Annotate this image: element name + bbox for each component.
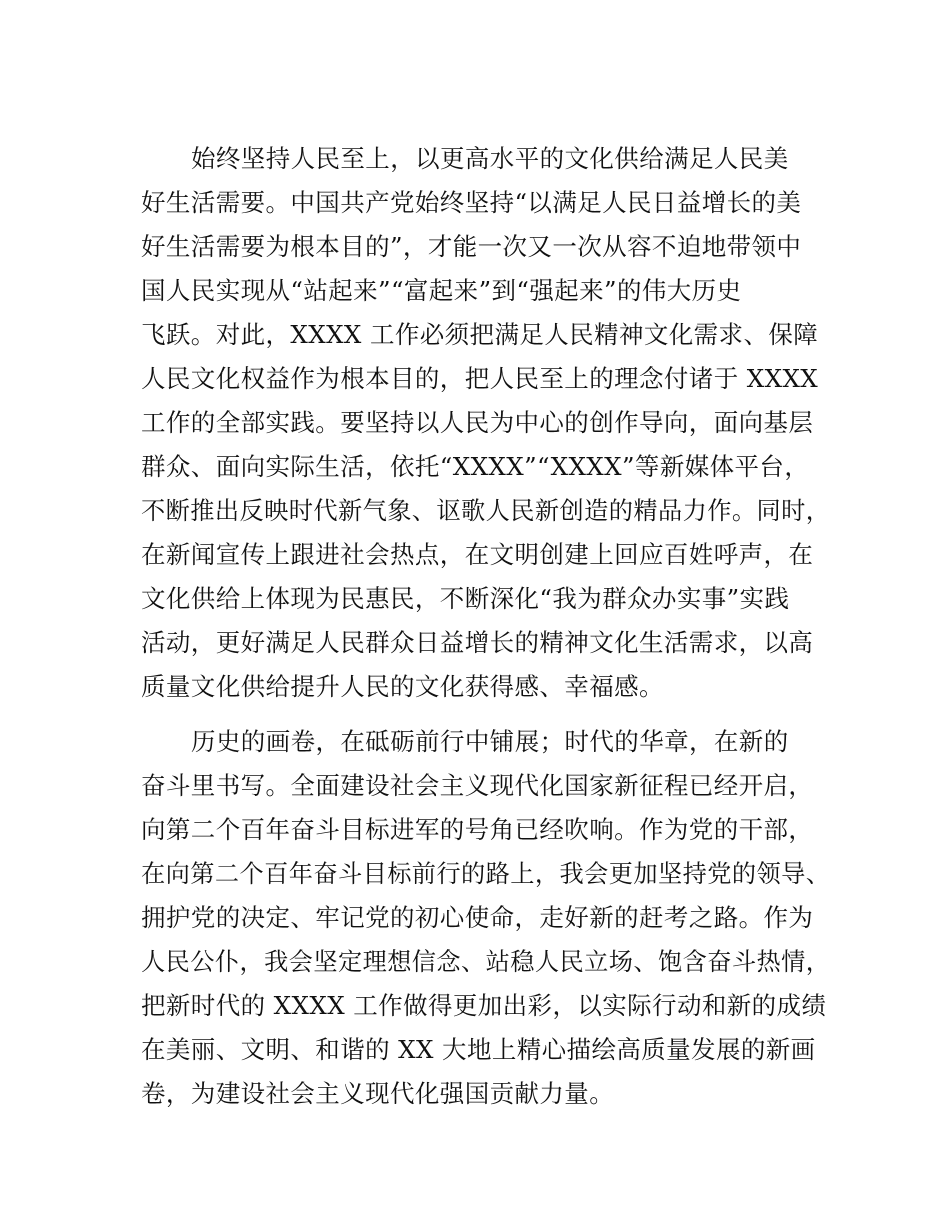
- text-line: 人民文化权益作为根本目的，把人民至上的理念付诸于 XXXX: [141, 364, 819, 393]
- text-line: 人民公仆，我会坚定理想信念、站稳人民立场、饱含奋斗热情，: [141, 948, 831, 976]
- text-line: 始终坚持人民至上，以更高水平的文化供给满足人民美: [191, 144, 789, 173]
- text-line: 好生活需要为根本目的”，才能一次又一次从容不迫地带领中: [141, 232, 802, 261]
- text-line: 向第二个百年奋斗目标进军的号角已经吹响。作为党的干部，: [141, 815, 814, 844]
- text-line: 拥护党的决定、牢记党的初心使命，走好新的赶考之路。作为: [141, 903, 814, 932]
- text-line: 卷，为建设社会主义现代化强国贡献力量。: [141, 1079, 615, 1108]
- text-line: 国人民实现从“站起来”“富起来”到“强起来”的伟大历史: [141, 276, 742, 305]
- text-line: 把新时代的 XXXX 工作做得更加出彩，以实际行动和新的成绩: [141, 991, 827, 1020]
- text-line: 好生活需要。中国共产党始终坚持“以满足人民日益增长的美: [141, 188, 802, 217]
- text-line: 飞跃。对此，XXXX 工作必须把满足人民精神文化需求、保障: [141, 320, 819, 349]
- text-line: 工作的全部实践。要坚持以人民为中心的创作导向，面向基层: [141, 408, 814, 437]
- text-line: 在美丽、文明、和谐的 XX 大地上精心描绘高质量发展的新画: [141, 1035, 816, 1064]
- text-line: 奋斗里书写。全面建设社会主义现代化国家新征程已经开启，: [141, 771, 814, 800]
- text-line: 在新闻宣传上跟进社会热点，在文明创建上回应百姓呼声，在: [141, 540, 814, 569]
- text-line: 历史的画卷，在砥砺前行中铺展；时代的华章，在新的: [191, 727, 789, 756]
- text-line: 活动，更好满足人民群众日益增长的精神文化生活需求，以高: [141, 628, 814, 657]
- text-line: 文化供给上体现为民惠民，不断深化“我为群众办实事”实践: [141, 584, 790, 613]
- text-line: 在向第二个百年奋斗目标前行的路上，我会更加坚持党的领导、: [141, 860, 831, 888]
- text-line: 不断推出反映时代新气象、讴歌人民新创造的精品力作。同时，: [141, 497, 831, 525]
- text-line: 群众、面向实际生活，依托“XXXX”“XXXX”等新媒体平台，: [141, 452, 810, 481]
- text-line: 质量文化供给提升人民的文化获得感、幸福感。: [141, 672, 664, 701]
